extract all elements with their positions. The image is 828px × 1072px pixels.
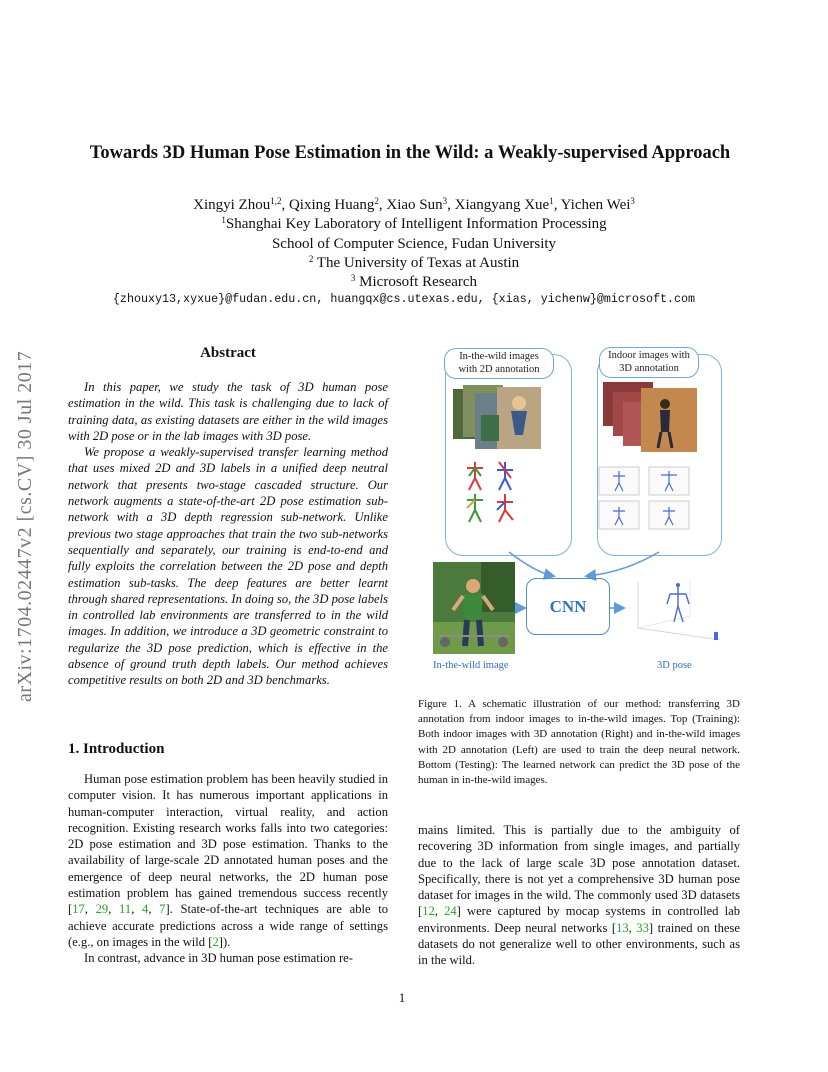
intro-paragraph-2-continued: mains limited. This is partially due to the ambiguity of recovering 3D information from single images, and partially due to the lack of large scale 3D pose annotation dataset. Specifically, there is not yet a comprehensive 3D human pose dataset for images in the wild. The commonly used 3D datasets [12, 24] were captured by mocap systems in controlled lab environments. Deep neural networks [13, 33] trained on these datasets do not generalize well to other environments, such as in the wild. [418, 823, 740, 968]
abstract-heading: Abstract [200, 345, 256, 361]
affiliation-3: $^3$ Microsoft Research [350, 273, 478, 291]
author-name: Xingyi Zhou [193, 197, 271, 213]
arxiv-identifier: arXiv:1704.02447v2 [cs.CV] 30 Jul 2017 [14, 350, 36, 702]
test-wild-image [433, 562, 515, 654]
citation-link[interactable]: 17 [72, 902, 85, 917]
citation-link[interactable]: 24 [444, 904, 457, 919]
introduction-right-column [418, 822, 740, 969]
bubble-in-the-wild: In-the-wild images with 2D annotation [444, 348, 554, 379]
citation-link[interactable]: 12 [422, 904, 435, 919]
citation-link[interactable]: 33 [636, 920, 649, 935]
author-affiliation-marker: 3 [442, 196, 448, 206]
section-heading-introduction: 1. Introduction [68, 741, 165, 757]
author-name: Xiangyang Xue [454, 197, 550, 213]
citation-link[interactable]: 4 [142, 902, 149, 917]
author-block [14, 196, 814, 292]
abstract-paragraph-1: In this paper, we study the task of 3D human pose estimation in the wild. This task is challenging due to lack of training data, as existing datasets are either in the wild images with 2D pose or in the lab images with 3D pose. [68, 380, 388, 443]
label-3d-pose: 3D pose [657, 660, 692, 671]
citation-link[interactable]: 7 [159, 902, 166, 917]
author-names: Xingyi Zhou$^{1,2}$, Qixing Huang$^2$, Xiao Sun$^3$, Xiangyang Xue$^1$, Yichen Wei$^3$ [193, 196, 635, 213]
citation-link[interactable]: 29 [95, 902, 109, 917]
citation-link[interactable]: 11 [119, 902, 132, 917]
figure-1 [425, 340, 745, 680]
author-name: Yichen Wei [560, 197, 631, 213]
author-affiliation-marker: 1,2 [270, 196, 282, 206]
paper-title: Towards 3D Human Pose Estimation in the Wild: a Weakly-supervised Approach [89, 143, 731, 163]
affiliation-1: $^1$Shanghai Key Laboratory of Intelligent Information Processing [221, 215, 607, 233]
author-name: Qixing Huang [288, 197, 375, 213]
intro-paragraph-1: Human pose estimation problem has been heavily studied in computer vision. It has numerous important applications in human-computer interaction, virtual reality, and action recognition. Existing research works falls into two categories: 2D pose estimation and 3D pose estimation. Thanks to the availability of large-scale 2D annotated human poses and the emergence of deep neural networks, the 2D human pose estimation problem has gained tremendous success recently [17, 29, 11, 4, 7]. State-of-the-art techniques are able to achieve accurate predictions across a wide range of settings (e.g., on images in the wild [2]). [68, 772, 389, 949]
affiliation-1b: School of Computer Science, Fudan University [271, 235, 557, 252]
intro-paragraph-2: In contrast, advance in 3D human pose estimation re- [84, 951, 353, 966]
author-affiliation-marker: 2 [374, 196, 379, 206]
abstract-body [68, 379, 388, 689]
page-number: 1 [398, 990, 406, 1005]
author-name: Xiao Sun [386, 197, 443, 213]
abstract-paragraph-2: We propose a weakly-supervised transfer learning method that uses mixed 2D and 3D labels in a unified deep neutral network that presents two-stage cascaded structure. Our network augments a state-of-the-art 2D pose estimation sub-network with a 3D depth regression sub-network. Unlike previous two stage approaches that train the two sub-networks sequentially and separately, our training is end-to-end and fully exploits the correlation between the 2D pose and depth estimation sub-tasks. The deep features are better learnt through shared representations. In doing so, the 3D pose labels in controlled lab environments are transferred to in the wild images. In addition, we introduce a 3D geometric constraint to regularize the 3D pose prediction, which is effective in the absence of ground truth depth labels. Our method achieves competitive results on both 2D and 3D benchmarks. [68, 445, 388, 688]
citation-link[interactable]: 13 [616, 920, 629, 935]
label-in-the-wild-image: In-the-wild image [433, 660, 509, 671]
affiliation-2: $^2$ The University of Texas at Austin [308, 253, 520, 271]
output-3d-pose [630, 576, 730, 648]
cnn-box: CNN [526, 578, 610, 635]
figure-1-caption: Figure 1. A schematic illustration of our method: transferring 3D annotation from indoor images to in-the-wild images. Top (Training): Both indoor images with 3D annotation (Right) and in-the-wild images with 2D annotation (Left) are used to train the deep neural network. Bottom (Testing): The learned network can predict the 3D pose of the human in in-the-wild images. [418, 698, 740, 787]
author-affiliation-marker: 1 [549, 196, 554, 206]
author-emails: {zhouxy13,xyxue}@fudan.edu.cn, huangqx@cs.utexas.edu, {xias, yichenw}@microsoft.com [112, 292, 696, 306]
author-affiliation-marker: 3 [630, 196, 635, 206]
introduction-left-column [68, 771, 388, 967]
bubble-indoor: Indoor images with 3D annotation [599, 347, 699, 378]
citation-link[interactable]: 2 [212, 934, 219, 949]
